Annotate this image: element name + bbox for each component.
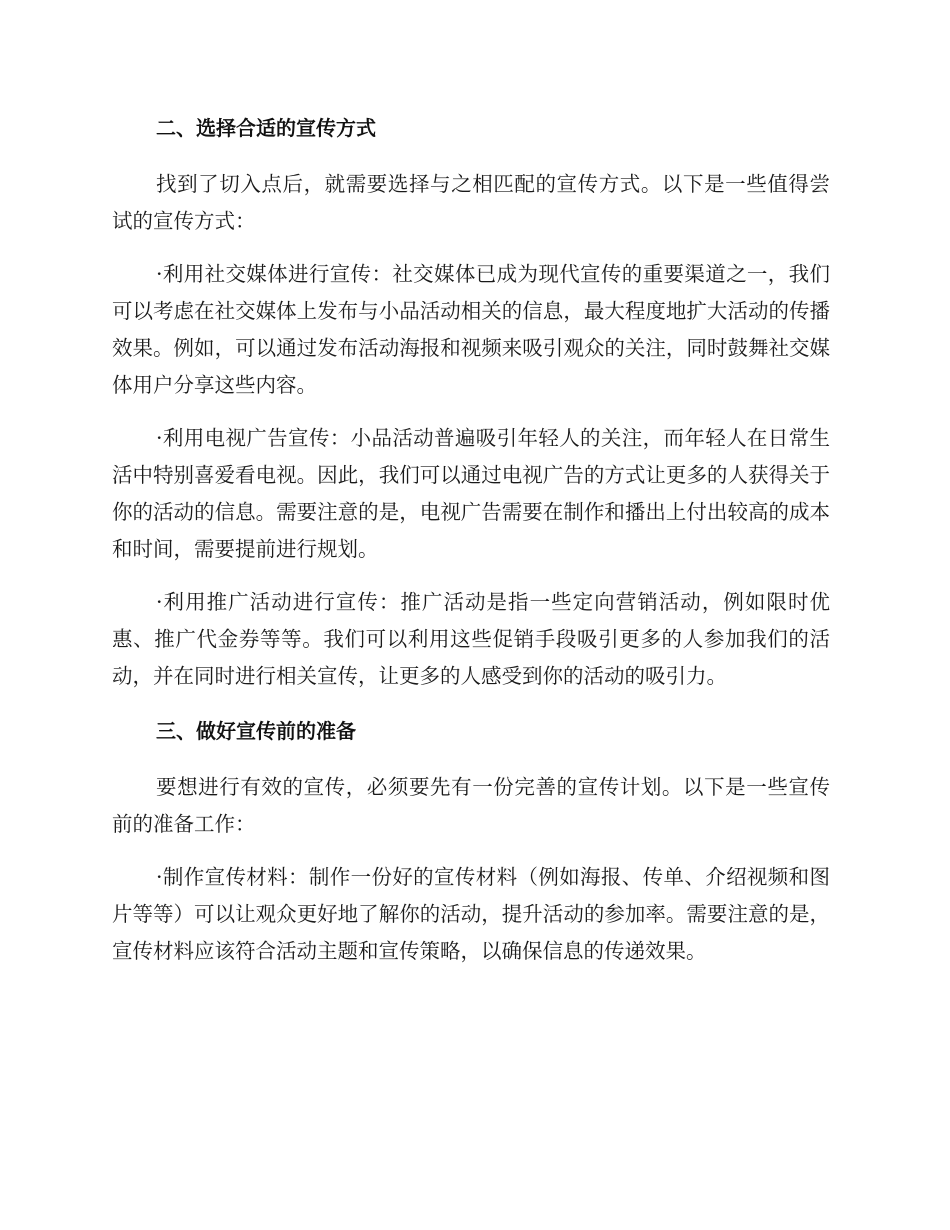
section-heading-3: 三、做好宣传前的准备 (156, 719, 356, 743)
document-body (112, 108, 830, 970)
section-3-intro: 要想进行有效的宣传，必须要先有一份完善的宣传计划。以下是一些宣传前的准备工作： (112, 775, 830, 836)
bullet-tv-ads: ·利用电视广告宣传：小品活动普遍吸引年轻人的关注，而年轻人在日常生活中特别喜爱看电视。因此，我们可以通过电视广告的方式让更多的人获得关于你的活动的信息。需要注意的是，电视广告需要在制作和播出上付出较高的成本和时间，需要提前进行规划。 (112, 426, 830, 561)
section-heading-2: 二、选择合适的宣传方式 (156, 116, 376, 140)
bullet-materials: ·制作宣传材料：制作一份好的宣传材料（例如海报、传单、介绍视频和图片等等）可以让观众更好地了解你的活动，提升活动的参加率。需要注意的是，宣传材料应该符合活动主题和宣传策略，以确保信息的传递效果。 (112, 865, 830, 963)
bullet-social-media: ·利用社交媒体进行宣传：社交媒体已成为现代宣传的重要渠道之一，我们可以考虑在社交媒体上发布与小品活动相关的信息，最大程度地扩大活动的传播效果。例如，可以通过发布活动海报和视频来吸引观众的关注，同时鼓舞社交媒体用户分享这些内容。 (112, 262, 830, 397)
bullet-promotion: ·利用推广活动进行宣传：推广活动是指一些定向营销活动，例如限时优惠、推广代金券等等。我们可以利用这些促销手段吸引更多的人参加我们的活动，并在同时进行相关宣传，让更多的人感受到你的活动的吸引力。 (112, 590, 830, 688)
section-2-intro: 找到了切入点后，就需要选择与之相匹配的宣传方式。以下是一些值得尝试的宣传方式： (112, 172, 830, 233)
